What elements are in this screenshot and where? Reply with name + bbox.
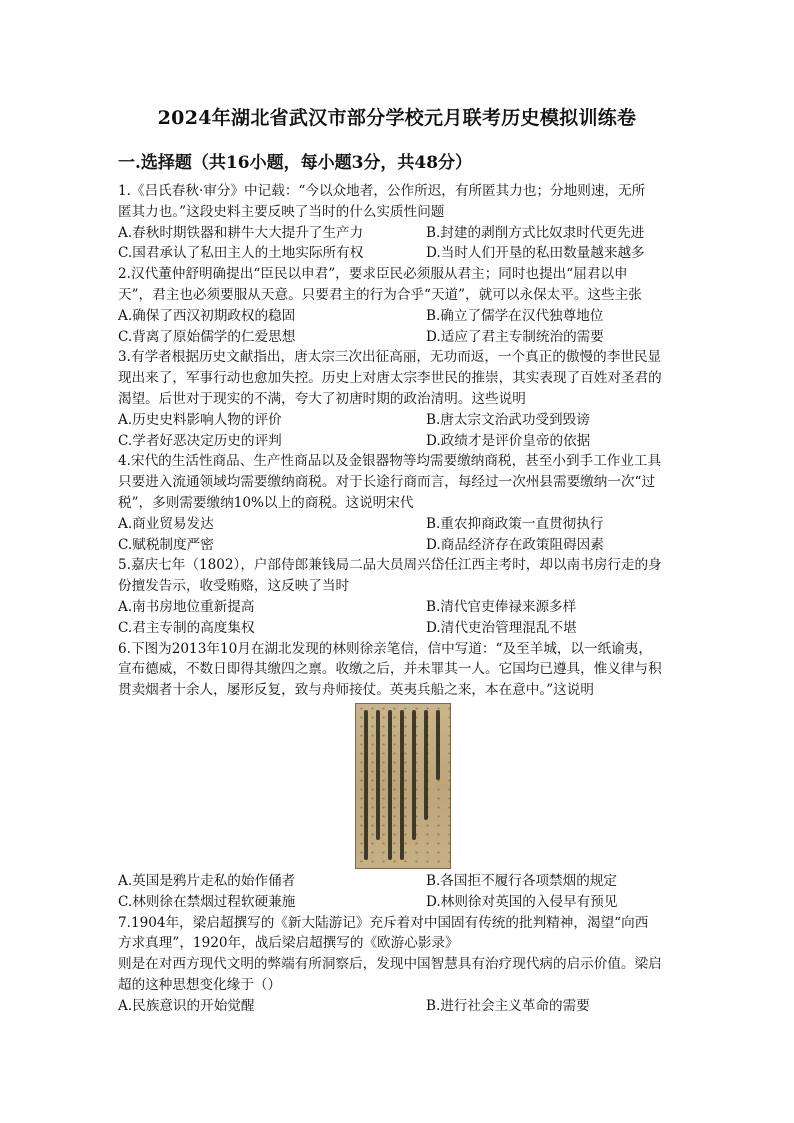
- option-c: C.背离了原始儒学的仁爱思想: [118, 328, 296, 345]
- question-text: 2.汉代董仲舒明确提出“臣民以申君”，要求臣民必须服从君主；同时也提出“屈君以申: [118, 266, 628, 283]
- option-a: A.历史史料影响人物的评价: [118, 411, 282, 428]
- option-b: B.清代官吏俸禄来源多样: [426, 598, 577, 615]
- question-text: 3.有学者根据历史文献指出，唐太宗三次出征高丽，无功而返，一个真正的傲慢的李世民显: [118, 349, 662, 366]
- option-b: B.确立了儒学在汉代独尊地位: [426, 307, 604, 324]
- question-text: 只要进入流通领域均需要缴纳商税。对于长途行商而言，每经过一次州县需要缴纳一次“过: [118, 474, 656, 491]
- question-text: 6.下图为2013年10月在湖北发现的林则徐亲笔信，信中写道：“及至羊城，以一纸谕夷，: [118, 640, 652, 657]
- question-7: [118, 913, 678, 1017]
- question-4: [118, 451, 678, 555]
- option-c: C.国君承认了私田主人的土地实际所有权: [118, 245, 364, 262]
- question-6: [118, 639, 678, 913]
- option-a: A.春秋时期铁器和耕牛大大提升了生产力: [118, 224, 364, 241]
- question-3: [118, 347, 678, 451]
- option-a: A.南书房地位重新提高: [118, 598, 255, 615]
- option-d: D.政绩才是评价皇帝的依据: [426, 432, 591, 449]
- question-text: 宣布德威，不数日即得其缴四之禀。收缴之后，并未罪其一人。它国均已遵具，惟义律与积: [118, 661, 662, 678]
- option-c: C.学者好恶决定历史的评判: [118, 432, 282, 449]
- option-b: B.进行社会主义革命的需要: [426, 997, 590, 1014]
- option-a: A.确保了西汉初期政权的稳固: [118, 307, 296, 324]
- option-d: D.当时人们开垦的私田数量越来越多: [426, 245, 645, 262]
- question-text: 则是在对西方现代文明的弊端有所洞察后，发现中国智慧具有治疗现代病的启示价值。梁启: [118, 956, 662, 973]
- question-text: 4.宋代的生活性商品、生产性商品以及金银器物等均需要缴纳商税，甚至小到手工作业工具: [118, 453, 662, 470]
- question-text: 匿其力也。”这段史料主要反映了当时的什么实质性问题: [118, 203, 445, 220]
- option-b: B.唐太宗文治武功受到毁谤: [426, 411, 590, 428]
- question-text: 渴望。后世对于现实的不满，夸大了初唐时期的政治清明。这些说明: [118, 390, 526, 407]
- option-d: D.适应了君主专制统治的需要: [426, 328, 604, 345]
- question-1: [118, 181, 678, 264]
- letter-figure: [118, 701, 678, 871]
- question-text: 天”，君主也必须要服从天意。只要君主的行为合乎“天道”，就可以永保太平。这些主张: [118, 286, 642, 303]
- question-text: 超的这种思想变化缘于（）: [118, 976, 282, 993]
- option-c: C.赋税制度严密: [118, 536, 214, 553]
- option-b: B.重农抑商政策一直贯彻执行: [426, 515, 604, 532]
- option-b: B.各国拒不履行各项禁烟的规定: [426, 872, 618, 889]
- question-text: 税”，多则需要缴纳10%以上的商税。这说明宋代: [118, 494, 414, 511]
- question-text: 现出来了，军事行动也愈加失控。历史上对唐太宗李世民的推崇，其实表现了百姓对圣君的: [118, 370, 662, 387]
- question-text: 方求真理”，1920年，战后梁启超撰写的《欧游心影录》: [118, 935, 459, 952]
- section-heading: 一.选择题（共16小题，每小题3分，共48分）: [118, 153, 473, 173]
- option-c: C.君主专制的高度集权: [118, 619, 255, 636]
- handwritten-letter-image: [355, 703, 451, 869]
- page-title: 2024年湖北省武汉市部分学校元月联考历史模拟训练卷: [157, 107, 637, 129]
- question-2: [118, 264, 678, 347]
- option-d: D.清代吏治管理混乱不堪: [426, 619, 577, 636]
- option-a: A.民族意识的开始觉醒: [118, 997, 255, 1014]
- option-d: D.商品经济存在政策阻碍因素: [426, 536, 604, 553]
- question-text: 7.1904年，梁启超撰写的《新大陆游记》充斥着对中国固有传统的批判精神，渴望“向西: [118, 914, 649, 931]
- option-a: A.英国是鸦片走私的始作俑者: [118, 872, 296, 889]
- option-c: C.林则徐在禁烟过程软硬兼施: [118, 893, 296, 910]
- question-text: 份擅发告示，收受贿赂，这反映了当时: [118, 578, 350, 595]
- question-5: [118, 555, 678, 638]
- question-text: 5.嘉庆七年（1802），户部侍郎兼钱局二品大员周兴岱任江西主考时，却以南书房行走的身: [118, 557, 662, 574]
- option-a: A.商业贸易发达: [118, 515, 214, 532]
- option-d: D.林则徐对英国的入侵早有预见: [426, 893, 618, 910]
- option-b: B.封建的剥削方式比奴隶时代更先进: [426, 224, 645, 241]
- question-text: 贯卖烟者十余人，屡形反复，致与舟师接仗。英夷兵船之来，本在意中。”这说明: [118, 682, 594, 699]
- question-text: 1.《吕氏春秋·审分》中记载：“今以众地者，公作所迟，有所匿其力也；分地则速，无所: [118, 183, 646, 199]
- questions: [118, 181, 678, 1017]
